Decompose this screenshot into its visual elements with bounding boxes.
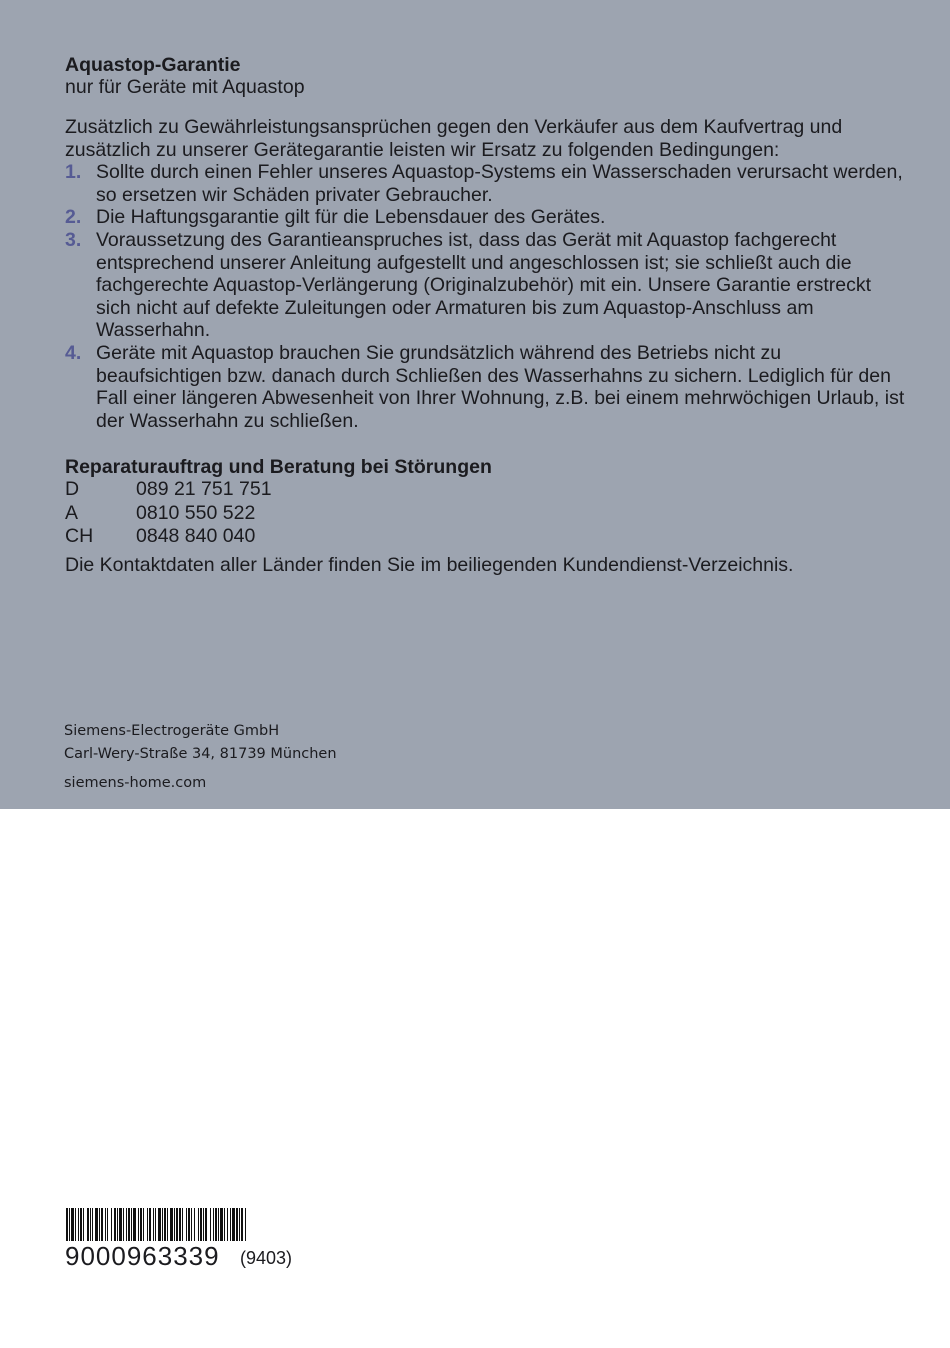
list-item-number: 2. [65, 206, 82, 229]
country-code: D [65, 478, 80, 501]
barcode-bar [66, 1208, 68, 1241]
barcode-bar [170, 1208, 173, 1241]
barcode-bar [90, 1208, 91, 1241]
barcode-bar [99, 1208, 100, 1241]
list-item-text: Geräte mit Aquastop brauchen Sie grundsätzlich während des Betriebs nicht zu beaufsichtigen bzw. danach durch Schließen des Wasserhahns zu sichern. Lediglich für den Fall einer längeren Abwesenheit von Ihrer Wohnung, z.B. bei einem mehrwöchigen Urlaub, ist der Wasserhahn zu schließen. [96, 341, 905, 432]
barcode-image [66, 1208, 358, 1241]
barcode-bar [111, 1208, 112, 1241]
panel-content [65, 54, 905, 576]
warranty-subtitle: nur für Geräte mit Aquastop [65, 76, 305, 98]
barcode-bar [138, 1208, 139, 1241]
barcode-bar [162, 1208, 163, 1241]
country-code: A [65, 501, 79, 524]
barcode-bar [83, 1208, 84, 1241]
barcode-bar [92, 1208, 93, 1241]
barcode-bar [143, 1208, 144, 1241]
barcode-bar [80, 1208, 82, 1241]
barcode-bar [78, 1208, 79, 1241]
barcode-bar [205, 1208, 207, 1241]
barcode-bar [126, 1208, 127, 1241]
barcode-bar [164, 1208, 166, 1241]
barcode-bar [149, 1208, 151, 1241]
barcode-bar [227, 1208, 228, 1241]
barcode-bar [224, 1208, 225, 1241]
company-website[interactable]: siemens-home.com [64, 775, 207, 791]
barcode-bar [200, 1208, 202, 1241]
barcode-bar [128, 1208, 130, 1241]
list-item [65, 342, 905, 432]
barcode-bar [119, 1208, 122, 1241]
barcode-bar [147, 1208, 148, 1241]
barcode-bar [114, 1208, 116, 1241]
contact-row [65, 478, 905, 502]
list-item [65, 229, 905, 342]
barcode-bar [230, 1208, 231, 1241]
barcode-bar [167, 1208, 168, 1241]
warranty-conditions-list [65, 161, 905, 432]
phone-number: 0810 550 522 [136, 501, 256, 524]
barcode-bar [191, 1208, 192, 1241]
barcode-bar [75, 1208, 76, 1241]
country-code: CH [65, 525, 94, 548]
company-name: Siemens-Electrogeräte GmbH [64, 723, 280, 739]
barcode-bar [203, 1208, 204, 1241]
barcode-bar [194, 1208, 195, 1241]
company-address: Carl-Wery-Straße 34, 81739 München [64, 745, 337, 762]
list-item-number: 4. [65, 341, 82, 364]
barcode-bar [107, 1208, 108, 1241]
barcode-bar [123, 1208, 124, 1241]
phone-number: 0848 840 040 [136, 525, 256, 548]
contact-row [65, 502, 905, 526]
company-info [64, 720, 337, 794]
barcode-number: 9000963339 [65, 1241, 220, 1271]
list-item-number: 1. [65, 161, 82, 184]
barcode-bar [95, 1208, 98, 1241]
list-item-number: 3. [65, 228, 82, 251]
barcode-bar [188, 1208, 190, 1241]
barcode-code: (9403) [240, 1248, 293, 1268]
list-item-text: Die Haftungsgarantie gilt für die Lebensdauer des Gerätes. [96, 206, 606, 229]
barcode-bar [174, 1208, 175, 1241]
barcode-bar [155, 1208, 156, 1241]
barcode-bar [220, 1208, 223, 1241]
barcode-bar [87, 1208, 89, 1241]
barcode-bar [198, 1208, 199, 1241]
list-item [65, 161, 905, 206]
barcode-bar [158, 1208, 161, 1241]
barcode-bar [210, 1208, 211, 1241]
barcode-bar [241, 1208, 243, 1241]
barcode-bar [101, 1208, 103, 1241]
list-item-text: Sollte durch einen Fehler unseres Aquastop-Systems ein Wasserschaden verursacht werden, so ersetzen wir Schäden privater Gebraucher. [96, 161, 903, 206]
contact-list [65, 478, 905, 549]
barcode-bar [215, 1208, 217, 1241]
barcode-bar [218, 1208, 219, 1241]
barcode-bar [239, 1208, 240, 1241]
barcode-bar [236, 1208, 238, 1241]
barcode-bar [182, 1208, 183, 1241]
warranty-title: Aquastop-Garantie [65, 54, 241, 76]
list-item [65, 206, 905, 229]
warranty-intro: Zusätzlich zu Gewährleistungsansprüchen gegen den Verkäufer aus dem Kaufvertrag und zusätzlich zu unserer Gerätegarantie leisten wir Ersatz zu folgenden Bedingungen: [65, 116, 843, 161]
barcode-bar [69, 1208, 70, 1241]
phone-number: 089 21 751 751 [136, 478, 272, 501]
barcode-bar [153, 1208, 154, 1241]
repair-title: Reparaturauftrag und Beratung bei Störungen [65, 456, 492, 479]
list-item-text: Voraussetzung des Garantieanspruches ist, dass das Gerät mit Aquastop fachgerecht entsprechend unserer Anleitung aufgestellt und angeschlossen ist; sie schließt auch die fachgerechte Aquastop-Verlängerung (Originalzubehör) mit ein. Unsere Garantie erstreckt sich nicht auf defekte Zuleitungen oder Armaturen bis zum Aquastop-Anschluss am Wasserhahn. [96, 228, 871, 342]
contact-note: Die Kontaktdaten aller Länder finden Sie im beiliegenden Kundendienst-Verzeichnis. [65, 553, 794, 576]
barcode-bar [232, 1208, 235, 1241]
barcode-bar [117, 1208, 118, 1241]
contact-row [65, 525, 905, 549]
barcode-bar [245, 1208, 246, 1241]
barcode-bar [71, 1208, 74, 1241]
barcode-bar [176, 1208, 178, 1241]
barcode-bar [133, 1208, 136, 1241]
barcode-bar [213, 1208, 214, 1241]
barcode-bar [140, 1208, 142, 1241]
barcode-bar [186, 1208, 187, 1241]
barcode-bar [105, 1208, 106, 1241]
barcode-bar [179, 1208, 181, 1241]
barcode-bar [131, 1208, 132, 1241]
